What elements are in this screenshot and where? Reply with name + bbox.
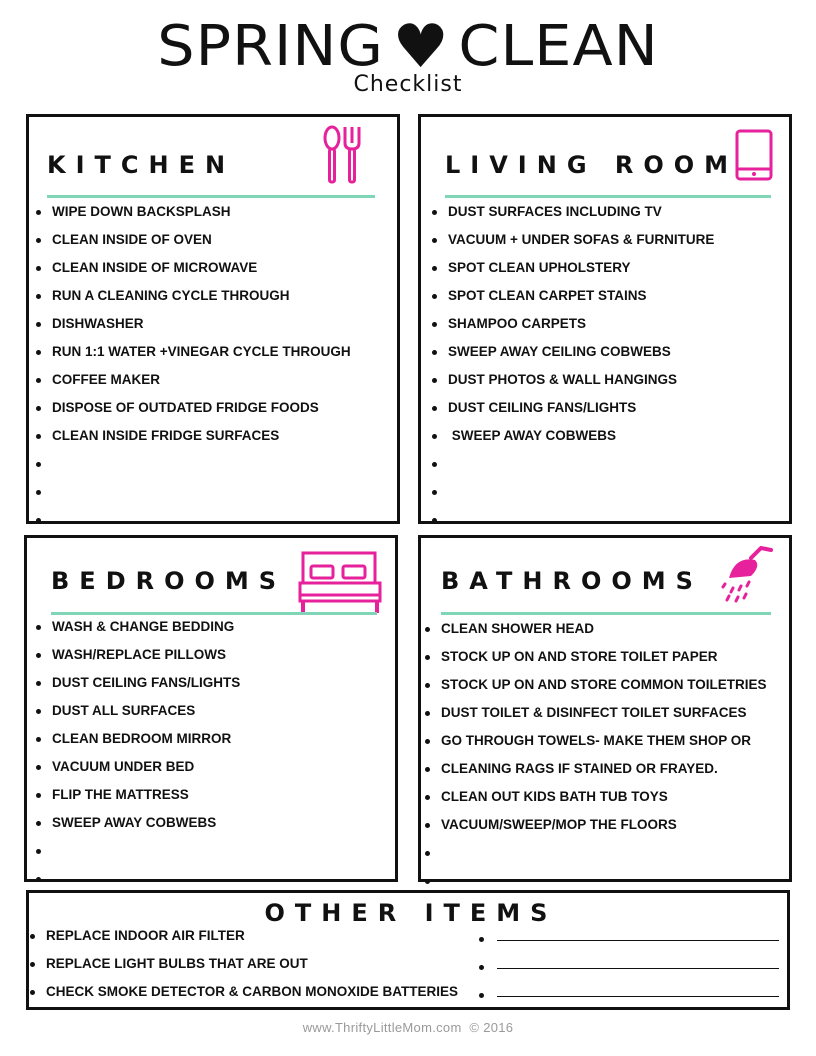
living-room-heading: LIVING ROOM: [445, 151, 739, 179]
living-room-item-blank[interactable]: [432, 478, 714, 506]
write-in-line[interactable]: [497, 940, 779, 941]
title-spring: SPRING: [157, 14, 385, 79]
living-room-list: [432, 198, 714, 516]
living-room-item[interactable]: VACUUM + UNDER SOFAS & FURNITURE: [432, 226, 714, 254]
bathrooms-item[interactable]: STOCK UP ON AND STORE COMMON TOILETRIES: [425, 671, 767, 699]
kitchen-section: [26, 114, 400, 524]
bed-icon: [297, 550, 383, 616]
kitchen-heading: KITCHEN: [47, 151, 236, 179]
living-room-item[interactable]: DUST CEILING FANS/LIGHTS: [432, 394, 714, 422]
bathrooms-item-blank[interactable]: [425, 839, 767, 867]
bathrooms-section: [418, 535, 792, 882]
page-subtitle: Checklist: [353, 72, 463, 97]
living-room-section: [418, 114, 792, 524]
bathrooms-item[interactable]: CLEAN SHOWER HEAD: [425, 615, 767, 643]
kitchen-item-blank[interactable]: [36, 450, 351, 478]
other-blank-line[interactable]: [479, 982, 497, 1010]
heart-icon: ♥: [392, 12, 450, 82]
other-blank-list: [479, 926, 497, 1010]
bedrooms-heading: BEDROOMS: [51, 567, 287, 595]
write-in-line[interactable]: [497, 996, 779, 997]
other-items-section: [26, 890, 790, 1010]
living-room-item[interactable]: DUST PHOTOS & WALL HANGINGS: [432, 366, 714, 394]
other-items-heading: OTHER ITEMS: [264, 899, 558, 927]
bathrooms-item[interactable]: STOCK UP ON AND STORE TOILET PAPER: [425, 643, 767, 671]
bedrooms-item[interactable]: SWEEP AWAY COBWEBS: [36, 809, 240, 837]
kitchen-item-blank[interactable]: [36, 478, 351, 506]
other-items-list: [30, 922, 458, 1006]
title-clean: CLEAN: [458, 14, 659, 79]
bathrooms-item[interactable]: CLEAN OUT KIDS BATH TUB TOYS: [425, 783, 767, 811]
living-room-item[interactable]: SPOT CLEAN CARPET STAINS: [432, 282, 714, 310]
bedrooms-item-blank[interactable]: [36, 865, 240, 875]
fork-spoon-icon: [321, 125, 365, 185]
living-room-item[interactable]: SPOT CLEAN UPHOLSTERY: [432, 254, 714, 282]
kitchen-item[interactable]: RUN A CLEANING CYCLE THROUGH: [36, 282, 351, 310]
tablet-icon: [735, 129, 773, 181]
other-blank-line[interactable]: [479, 954, 497, 982]
page-title: [0, 14, 816, 80]
footer-credit: www.ThriftyLittleMom.com © 2016: [302, 1020, 514, 1035]
shower-head-icon: [721, 544, 777, 604]
other-item[interactable]: REPLACE LIGHT BULBS THAT ARE OUT: [30, 950, 458, 978]
bedrooms-section: [24, 535, 398, 882]
kitchen-item[interactable]: DISHWASHER: [36, 310, 351, 338]
bedrooms-item[interactable]: WASH & CHANGE BEDDING: [36, 613, 240, 641]
bedrooms-item-blank[interactable]: [36, 837, 240, 865]
bathrooms-list: [425, 615, 767, 877]
bedrooms-item[interactable]: CLEAN BEDROOM MIRROR: [36, 725, 240, 753]
bathrooms-heading: BATHROOMS: [441, 567, 703, 595]
living-room-item[interactable]: SHAMPOO CARPETS: [432, 310, 714, 338]
living-room-item-blank[interactable]: [432, 506, 714, 516]
write-in-line[interactable]: [497, 968, 779, 969]
living-room-item-blank[interactable]: [432, 450, 714, 478]
bathrooms-item[interactable]: DUST TOILET & DISINFECT TOILET SURFACES: [425, 699, 767, 727]
kitchen-item[interactable]: CLEAN INSIDE FRIDGE SURFACES: [36, 422, 351, 450]
kitchen-item[interactable]: CLEAN INSIDE OF MICROWAVE: [36, 254, 351, 282]
bedrooms-item[interactable]: DUST ALL SURFACES: [36, 697, 240, 725]
bedrooms-item[interactable]: VACUUM UNDER BED: [36, 753, 240, 781]
kitchen-item[interactable]: RUN 1:1 WATER +VINEGAR CYCLE THROUGH: [36, 338, 351, 366]
kitchen-item-blank[interactable]: [36, 506, 351, 516]
bedrooms-list: [36, 613, 240, 875]
bedrooms-item[interactable]: DUST CEILING FANS/LIGHTS: [36, 669, 240, 697]
kitchen-item[interactable]: CLEAN INSIDE OF OVEN: [36, 226, 351, 254]
bathrooms-item-blank[interactable]: [425, 867, 767, 877]
bedrooms-item[interactable]: FLIP THE MATTRESS: [36, 781, 240, 809]
kitchen-item[interactable]: DISPOSE OF OUTDATED FRIDGE FOODS: [36, 394, 351, 422]
other-item[interactable]: REPLACE INDOOR AIR FILTER: [30, 922, 458, 950]
kitchen-list: [36, 198, 351, 516]
other-blank-line[interactable]: [479, 926, 497, 954]
kitchen-item[interactable]: WIPE DOWN BACKSPLASH: [36, 198, 351, 226]
bathrooms-item[interactable]: CLEANING RAGS IF STAINED OR FRAYED.: [425, 755, 767, 783]
living-room-item[interactable]: SWEEP AWAY CEILING COBWEBS: [432, 338, 714, 366]
other-item[interactable]: CHECK SMOKE DETECTOR & CARBON MONOXIDE BATTERIES: [30, 978, 458, 1006]
living-room-item[interactable]: SWEEP AWAY COBWEBS: [432, 422, 714, 450]
bathrooms-item[interactable]: VACUUM/SWEEP/MOP THE FLOORS: [425, 811, 767, 839]
living-room-item[interactable]: DUST SURFACES INCLUDING TV: [432, 198, 714, 226]
bathrooms-item[interactable]: GO THROUGH TOWELS- MAKE THEM SHOP OR: [425, 727, 767, 755]
bedrooms-item[interactable]: WASH/REPLACE PILLOWS: [36, 641, 240, 669]
kitchen-item[interactable]: COFFEE MAKER: [36, 366, 351, 394]
